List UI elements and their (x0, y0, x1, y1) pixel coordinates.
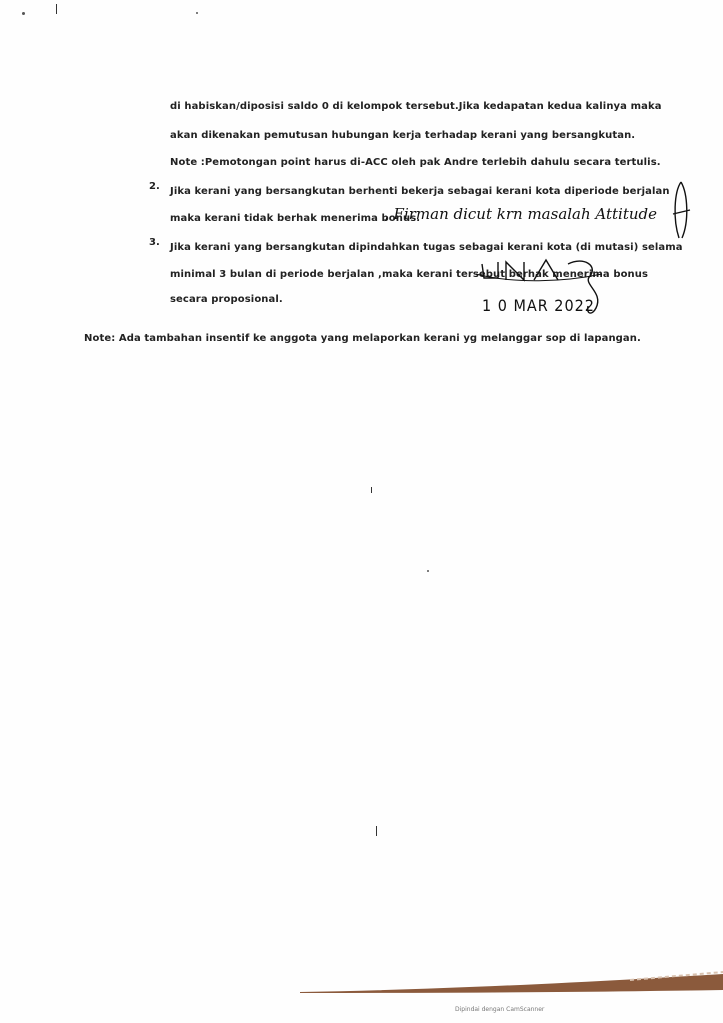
initials-mark (670, 180, 692, 242)
item-line: secara proposional. (170, 294, 283, 305)
scanner-watermark: Dipindai dengan CamScanner (455, 1006, 545, 1013)
paragraph-note-line: Note :Pemotongan point harus di-ACC oleh pak Andre terlebih dahulu secara tertulis. (170, 157, 661, 168)
scan-speck (196, 12, 198, 14)
paragraph-line: akan dikenakan pemutusan hubungan kerja terhadap kerani yang bersangkutan. (170, 130, 636, 141)
item-line: Jika kerani yang bersangkutan berhenti bekerja sebagai kerani kota diperiode berjalan (170, 186, 670, 197)
torn-edge (300, 968, 723, 998)
scan-speck (376, 826, 377, 836)
scan-speck (371, 487, 372, 493)
scan-speck (22, 12, 25, 15)
item-line: Jika kerani yang bersangkutan dipindahkan tugas sebagai kerani kota (di mutasi) selama (170, 242, 683, 253)
scan-speck (427, 570, 429, 572)
item-number: 3. (149, 237, 160, 248)
paragraph-line: di habiskan/diposisi saldo 0 di kelompok tersebut.Jika kedapatan kedua kalinya maka (170, 101, 662, 112)
item-line: maka kerani tidak berhak menerima bonus. (170, 213, 421, 224)
handwritten-note: , Firman dicut krn masalah Attitude (384, 205, 658, 223)
signature-date: 1 0 MAR 2022 (482, 296, 595, 315)
item-number: 2. (149, 181, 160, 192)
closing-note: Note: Ada tambahan insentif ke anggota yang melaporkan kerani yg melanggar sop di lapangan. (84, 333, 641, 344)
item-line: minimal 3 bulan di periode berjalan ,maka kerani tersebut berhak menerima bonus (170, 269, 649, 280)
scan-speck (56, 4, 57, 14)
